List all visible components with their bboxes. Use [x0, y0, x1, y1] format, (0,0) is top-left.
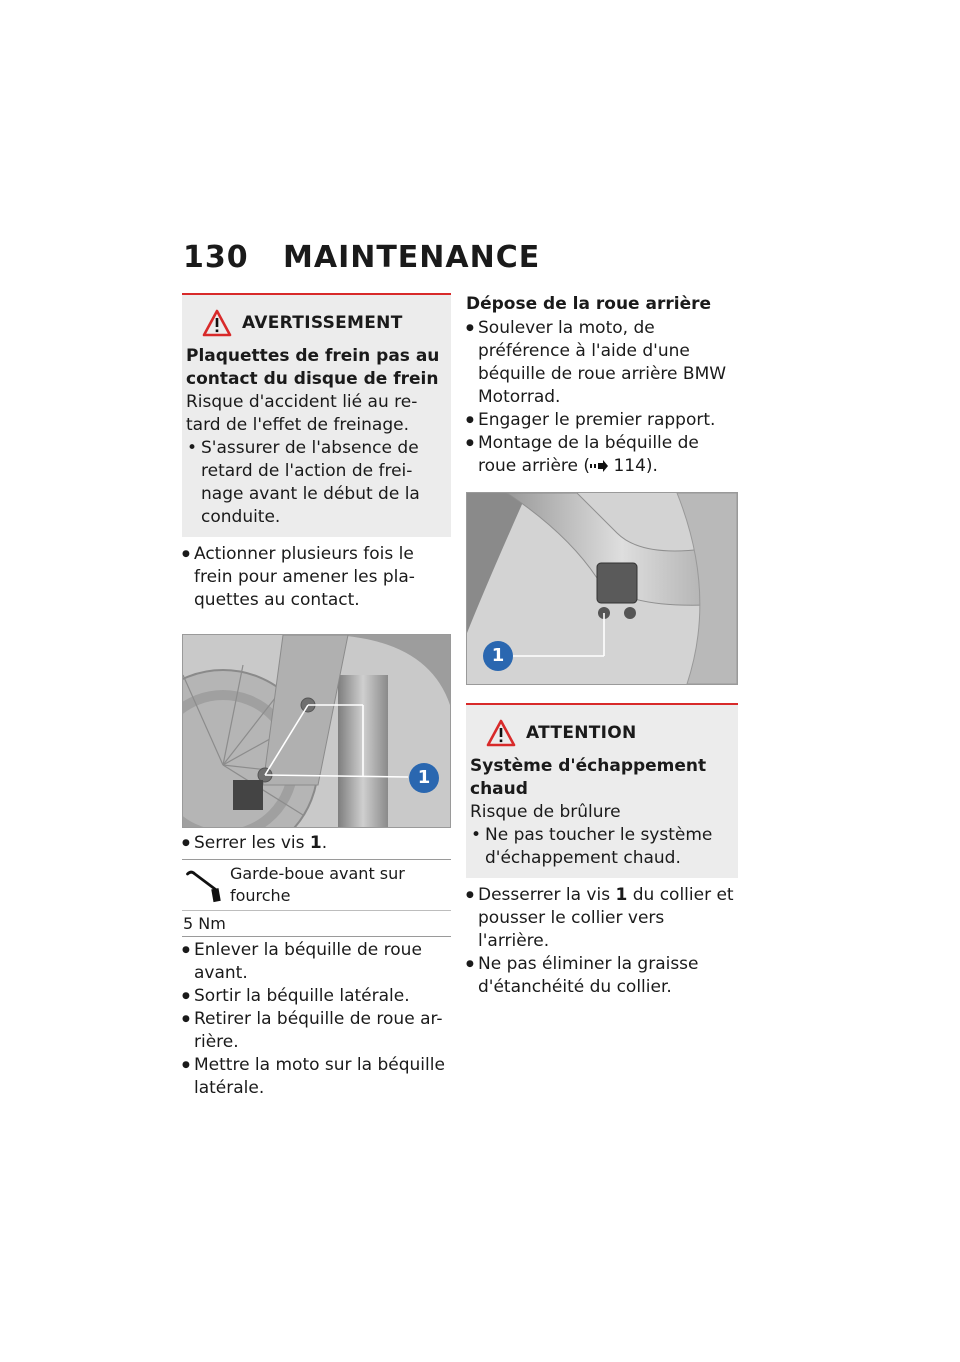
step-item: ● Retirer la béquille de roue ar-rière. — [182, 1008, 451, 1054]
torque-value: 5 Nm — [183, 914, 226, 933]
step-item: ● Sortir la béquille latérale. — [182, 985, 451, 1008]
warning-bullet: • S'assurer de l'absence de retard de l'action de frei-nage avant le début de la conduite. — [186, 437, 447, 529]
step-item: ● Serrer les vis 1. — [182, 832, 451, 855]
attention-bullets — [470, 824, 734, 870]
warning-label: AVERTISSEMENT — [242, 312, 403, 333]
step-item: ● Soulever la moto, de préférence à l'aide d'une béquille de roue arrière BMW Motorrad. — [466, 317, 738, 409]
step-item: ● Mettre la moto sur la béquille latérale. — [182, 1054, 451, 1100]
section-title: MAINTENANCE — [283, 240, 541, 275]
exhaust-clamp-figure — [466, 492, 738, 685]
step-item: ● Desserrer la vis 1 du collier et pousser le collier vers l'arrière. — [466, 884, 738, 953]
attention-bullet: • Ne pas toucher le système d'échappement chaud. — [470, 824, 734, 870]
warning-triangle-icon — [486, 719, 516, 747]
warning-subtitle: Plaquettes de frein pas au contact du disque de frein — [186, 346, 440, 389]
warning-header — [202, 309, 447, 337]
step-item: ● Actionner plusieurs fois le frein pour amener les pla-quettes au contact. — [182, 543, 451, 612]
warning-triangle-icon — [202, 309, 232, 337]
right-column — [466, 293, 738, 999]
step-list — [182, 939, 451, 1100]
warning-text: Risque d'accident lié au re-tard de l'effet de freinage. — [186, 392, 418, 435]
attention-subtitle: Système d'échappement chaud — [470, 756, 707, 799]
warning-box — [182, 293, 451, 537]
page-reference-arrow-icon — [590, 460, 608, 472]
step-item: ● Enlever la béquille de roue avant. — [182, 939, 451, 985]
step-list — [182, 543, 451, 612]
attention-label: ATTENTION — [526, 722, 637, 743]
step-list — [182, 832, 451, 855]
page-header — [183, 240, 540, 275]
front-fork-figure — [182, 634, 451, 828]
front-fork-illustration — [183, 635, 450, 827]
step-list — [466, 317, 738, 478]
screw-ref: 1 — [309, 833, 322, 853]
step-list — [466, 884, 738, 999]
step-item: ● Ne pas éliminer la graisse d'étanchéité du collier. — [466, 953, 738, 999]
step-item: ● Engager le premier rapport. — [466, 409, 738, 432]
torque-wrench-icon — [182, 863, 228, 907]
figure-callout-1: 1 — [409, 763, 439, 793]
torque-label: Garde-boue avant sur fourche — [229, 864, 405, 905]
screw-ref: 1 — [615, 885, 628, 905]
attention-box — [466, 703, 738, 878]
figure-callout-1: 1 — [483, 641, 513, 671]
page-number: 130 — [183, 240, 249, 275]
attention-header — [486, 719, 734, 747]
warning-bullets — [186, 437, 447, 529]
torque-spec — [182, 859, 451, 937]
attention-text: Risque de brûlure — [470, 802, 621, 822]
left-column — [182, 293, 451, 1100]
subsection-title: Dépose de la roue arrière — [466, 294, 712, 314]
step-item: ● Montage de la béquille de roue arrière ( 114). — [466, 432, 738, 478]
